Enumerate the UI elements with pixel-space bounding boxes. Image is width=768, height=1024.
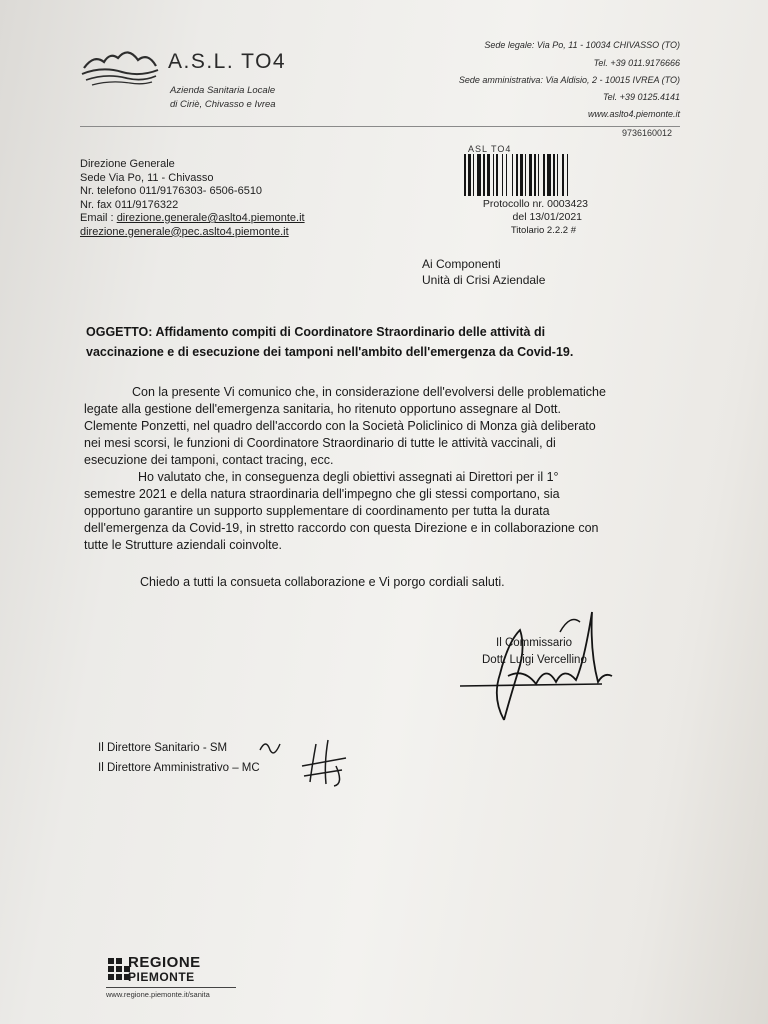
body-line: Clemente Ponzetti, nel quadro dell'accordo con la Società Policlinico di Monza già deliberato [84,419,596,433]
barcode-bar [468,154,471,196]
closing-line: Chiedo a tutti la consueta collaborazione e Vi porgo cordiali saluti. [140,575,505,589]
tel-amministrativa: Tel. +39 0125.4141 [603,92,680,102]
sender-line-2: Sede Via Po, 11 - Chivasso [80,171,214,184]
barcode-bar [487,154,490,196]
sender-line-4: Nr. fax 011/9176322 [80,198,179,211]
email-link-1[interactable]: direzione.generale@aslto4.piemonte.it [116,212,305,224]
header-divider [80,126,680,127]
mountains-logo-icon [80,44,160,88]
handwritten-signature-icon [452,602,632,722]
body-line: tutte le Strutture aziendali coinvolte. [84,538,283,552]
logo-subtitle-2: di Ciriè, Chivasso e Ivrea [170,99,276,110]
signature-role: Il Commissario [496,637,573,649]
body-line: dell'emergenza da Covid-19, in stretto raccordo con questa Direzione e in collaborazione con [84,521,599,535]
barcode-bar [567,154,568,196]
body-line: esecuzione dei tamponi, contact tracing, ecc. [84,453,334,467]
barcode-bar [553,154,555,196]
sede-amministrativa: Sede amministrativa: Via Aldisio, 2 - 10015 IVREA (TO) [458,75,680,85]
barcode-bar [525,154,526,196]
barcode-bar [562,154,564,196]
barcode-bar [534,154,536,196]
email-label: Email : [80,212,117,224]
barcode-bar [512,154,513,196]
director-initials-icon [254,736,364,794]
barcode-bar [538,154,539,196]
body-line: legate alla gestione dell'emergenza sanitaria, ho ritenuto opportuno assegnare al Dott. [84,402,562,416]
recipient-line-2: Unità di Crisi Aziendale [422,273,546,287]
footer-piemonte: PIEMONTE [128,970,195,984]
barcode-bar [516,154,518,196]
barcode-bar [543,154,545,196]
sender-line-3: Nr. telefono 011/9176303- 6506-6510 [80,185,263,197]
barcode-bar [496,154,498,196]
barcode-bar [464,154,466,196]
sender-block [80,158,305,239]
barcode-bar [506,154,507,196]
protocol-date: del 13/01/2021 [512,211,582,223]
director-amministrativo: Il Direttore Amministrativo – MC [98,762,260,774]
barcode-bar [502,154,503,196]
body-line: opportuno garantire un supporto supplementare di coordinamento per tutta la durata [84,504,550,518]
body-text [84,384,688,554]
barcode-bar [473,154,474,196]
email-link-2[interactable]: direzione.generale@pec.aslto4.piemonte.it [80,225,289,238]
subject-line-2: vaccinazione e di esecuzione dei tamponi nell'ambito dell'emergenza da Covid-19. [86,345,574,359]
titolario: Titolario 2.2.2 # [510,225,576,236]
body-line: Ho valutato che, in conseguenza degli obiettivi assegnati ai Direttori per il 1° [138,470,559,484]
subject-label: OGGETTO: [86,325,153,339]
subject-line-1 [86,322,686,342]
subject-text-1: Affidamento compiti di Coordinatore Straordinario delle attività di [155,325,546,339]
signature-name: Dott. Luigi Vercellino [482,654,587,666]
director-sanitario: Il Direttore Sanitario - SM [98,742,228,754]
protocol-number: Protocollo nr. 0003423 [482,198,588,210]
barcode-label: ASL TO4 [468,144,512,154]
barcode-bar [529,154,532,196]
sender-line-1: Direzione Generale [80,158,175,170]
logo-subtitle-1: Azienda Sanitaria Locale [170,85,276,96]
barcode-bar [477,154,481,196]
barcode-bar [493,154,494,196]
logo-title: A.S.L. TO4 [168,50,287,73]
body-line: semestre 2021 e della natura straordinaria dell'impegno che gli stessi comportano, sia [84,487,560,501]
sede-legale: Sede legale: Via Po, 11 - 10034 CHIVASSO (TO) [484,40,680,50]
website: www.aslto4.piemonte.it [587,109,680,119]
barcode-bar [520,154,523,196]
barcode-bar [547,154,551,196]
barcode-bar [557,154,558,196]
sender-email-row [80,212,305,226]
recipient-line-1: Ai Componenti [422,257,501,271]
barcode-bar [483,154,485,196]
footer-url[interactable]: www.regione.piemonte.it/sanita [106,990,210,999]
footer-regione: REGIONE [128,954,201,971]
body-line: Con la presente Vi comunico che, in considerazione dell'evolversi delle problematiche [132,385,606,399]
footer-divider [106,987,236,988]
subject-block [86,322,686,362]
document-code: 9736160012 [621,128,672,138]
barcode-icon [460,152,660,198]
tel-legale: Tel. +39 011.9176666 [593,58,680,68]
body-line: nei mesi scorsi, le funzioni di Coordinatore Straordinario di tutte le attività vaccinali, di [84,436,556,450]
